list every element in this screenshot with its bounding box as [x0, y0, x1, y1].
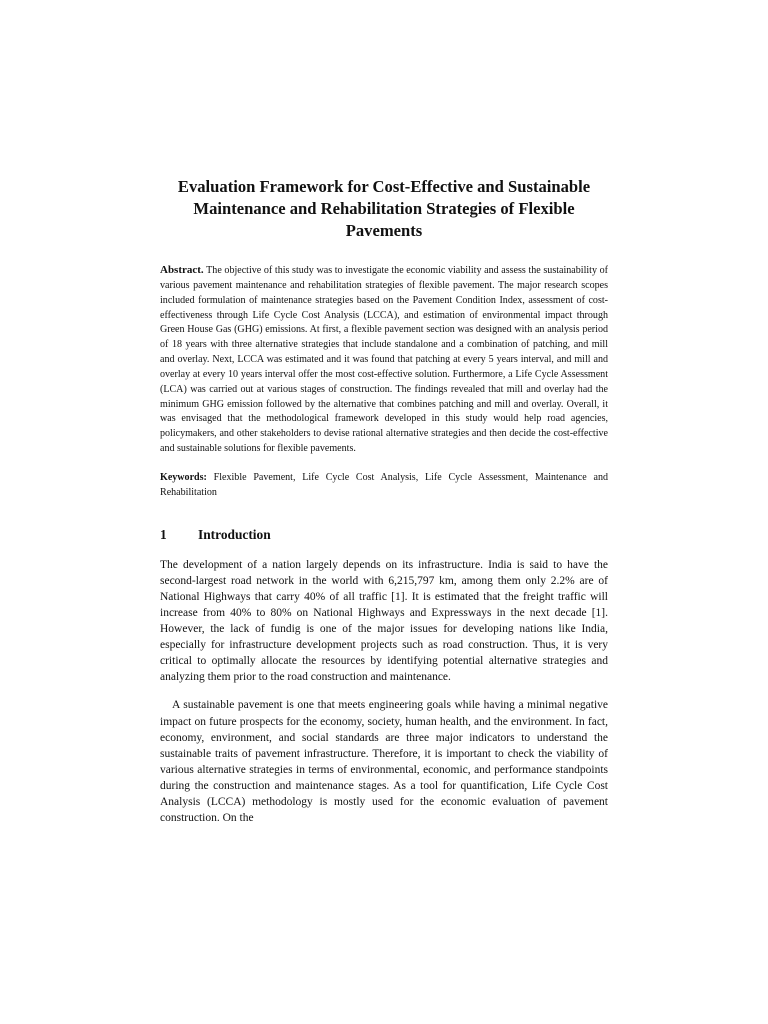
abstract: [160, 263, 608, 457]
keywords: [160, 471, 608, 501]
abstract-label: Abstract.: [160, 264, 204, 276]
body-paragraph: A sustainable pavement is one that meets engineering goals while having a minimal negative impact on future prospects for the economy, society, human health, and the environment. In fact, economy, environment, and social standards are three major indicators to understand the sustainable traits of pavement infrastructure. Therefore, it is important to check the viability of various alternative strategies in terms of environmental, economic, and performance standpoints during the construction and maintenance stages. As a tool for quantification, Life Cycle Cost Analysis (LCCA) methodology is mostly used for the economic evaluation of pavement construction. On the: [160, 699, 608, 825]
paper-title: Evaluation Framework for Cost-Effective and Sustainable Maintenance and Rehabilitation Strategies of Flexible Pavements: [177, 177, 591, 240]
keywords-label: Keywords:: [160, 471, 207, 483]
section-title: Introduction: [198, 526, 271, 542]
keywords-text: Flexible Pavement, Life Cycle Cost Analysis, Life Cycle Assessment, Maintenance and Rehabilitation: [160, 471, 608, 498]
abstract-text: The objective of this study was to investigate the economic viability and assess the sustainability of various pavement maintenance and rehabilitation strategies of flexible pavement. The major research scopes included formulation of maintenance strategies based on the Pavement Condition Index, assessment of cost-effectiveness through Life Cycle Cost Analysis (LCCA), and estimation of environmental impact through Green House Gas (GHG) emissions. At first, a flexible pavement section was designed with an analysis period of 18 years with three alternative strategies that include standalone and a combination of patching, and mill and overlay. Next, LCCA was estimated and it was found that patching at every 5 years interval, and mill and overlay at every 10 years interval offer the most cost-effective solution. Furthermore, a Life Cycle Assessment (LCA) was carried out at various stages of construction. The findings revealed that mill and overlay had the minimum GHG emission followed by the alternative that combines patching and mill and overlay. Overall, it was envisaged that the methodological framework developed in this study would help road agencies, policymakers, and other stakeholders to devise rational alternative strategies and then decide the cost-effective and sustainable solutions for flexible pavements.: [160, 265, 608, 455]
section-number: 1: [160, 526, 167, 542]
body-paragraph: The development of a nation largely depends on its infrastructure. India is said to have the second-largest road network in the world with 6,215,797 km, among them only 2.2% are of National Highways that carry 40% of all traffic [1]. It is estimated that the freight traffic will increase from 40% to 80% on National Highways and Expressways in the next decade [1]. However, the lack of fundig is one of the major issues for developing nations like India, especially for infrastructure development projects such as road construction. Thus, it is very critical to optimally allocate the resources by identifying potential alternative strategies and analyzing them prior to the road construction and maintenance.: [160, 558, 608, 684]
section-heading: [160, 527, 608, 543]
paper-page: [160, 176, 608, 826]
